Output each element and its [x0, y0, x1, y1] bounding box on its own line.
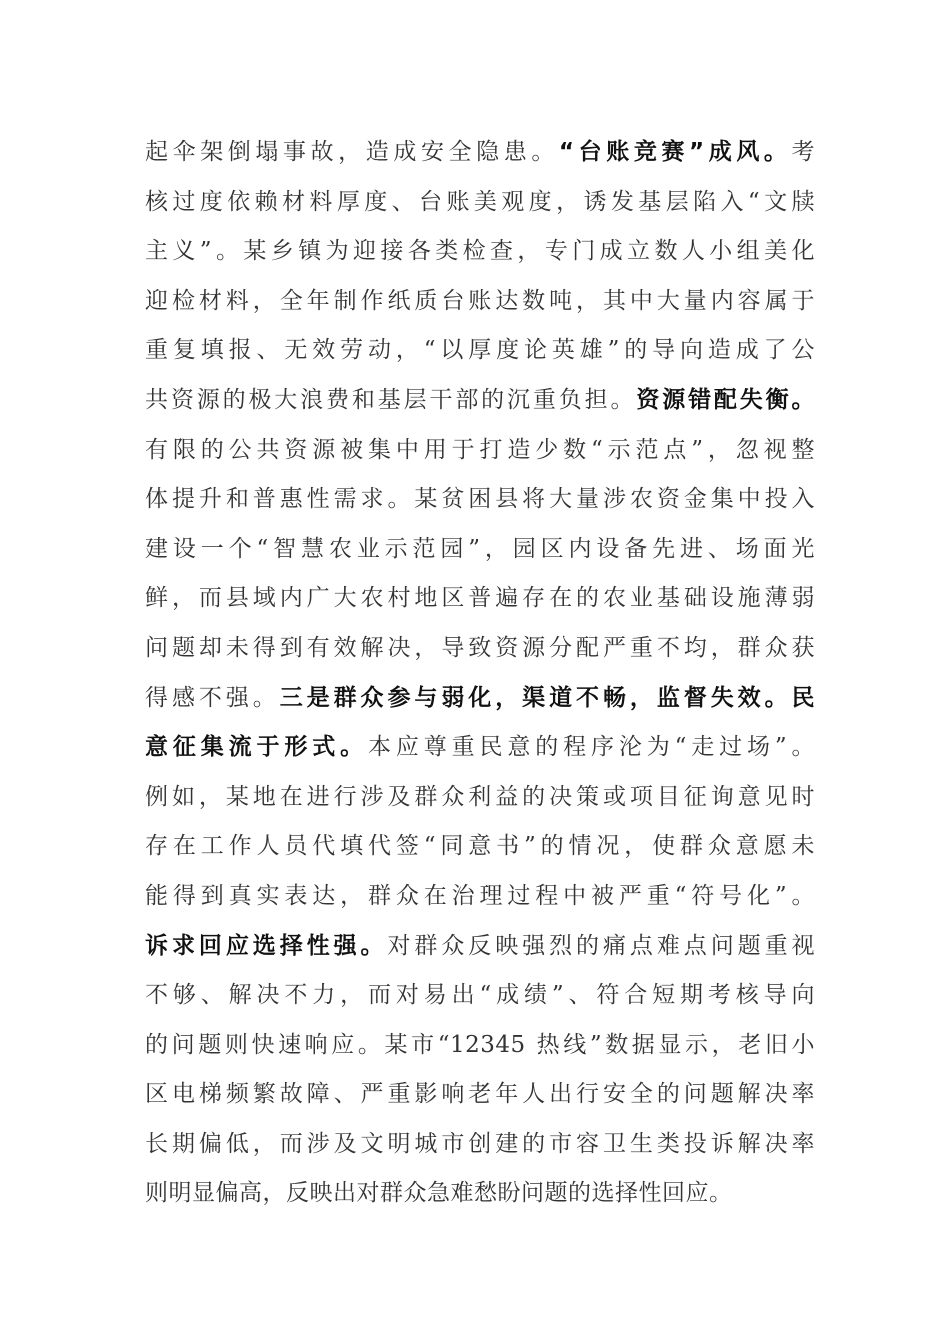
text-span: 本应尊重民意的程序沦为“走过场”。: [368, 734, 815, 761]
text-line: [145, 178, 815, 228]
text-line: [145, 525, 815, 575]
bold-heading: 意征集流于形式。: [145, 734, 368, 761]
text-line: [145, 1169, 815, 1219]
text-span: 能得到真实表达，群众在治理过程中被严重“符号化”。: [145, 882, 815, 909]
text-line: [145, 971, 815, 1021]
text-span: 则明显偏高，反映出对群众急难愁盼问题的选择性回应。: [145, 1180, 733, 1207]
text-span: 得感不强。: [145, 684, 280, 711]
text-span: 共资源的极大浪费和基层干部的沉重负担。: [145, 386, 637, 413]
text-line: [145, 1070, 815, 1120]
text-span: 建设一个“智慧农业示范园”，园区内设备先进、场面光: [145, 535, 815, 562]
text-line: [145, 574, 815, 624]
bold-heading: “台账竞赛”成风。: [558, 139, 792, 165]
text-line: [145, 426, 815, 476]
text-line: [145, 674, 815, 724]
text-line: [145, 773, 815, 823]
text-span: 区电梯频繁故障、严重影响老年人出行安全的问题解决率: [145, 1081, 815, 1108]
text-span: 重复填报、无效劳动，“以厚度论英雄”的导向造成了公: [145, 337, 815, 364]
text-line: [145, 822, 815, 872]
text-span: 不够、解决不力，而对易出“成绩”、符合短期考核导向: [145, 982, 815, 1009]
bold-heading: 三是群众参与弱化，渠道不畅，监督失效。民: [279, 684, 815, 711]
text-line: [145, 922, 815, 972]
text-line: [145, 1120, 815, 1170]
bold-heading: 资源错配失衡。: [636, 386, 816, 413]
text-span: 长期偏低，而涉及文明城市创建的市容卫生类投诉解决率: [145, 1130, 815, 1157]
text-line: [145, 128, 815, 178]
text-span: 迎检材料，全年制作纸质台账达数吨，其中大量内容属于: [145, 287, 815, 314]
text-line: [145, 475, 815, 525]
document-body: [145, 128, 815, 1219]
text-span: 起伞架倒塌事故，造成安全隐患。: [145, 139, 559, 165]
text-line: [145, 277, 815, 327]
text-span: 主义”。某乡镇为迎接各类检查，专门成立数人小组美化: [145, 238, 815, 265]
text-span: 考: [791, 139, 816, 165]
text-span: 体提升和普惠性需求。某贫困县将大量涉农资金集中投入: [145, 486, 815, 513]
text-line: [145, 326, 815, 376]
text-line: [145, 624, 815, 674]
text-line: [145, 872, 815, 922]
bold-heading: 诉求回应选择性强。: [145, 932, 388, 959]
text-line: [145, 376, 815, 426]
text-span: 对群众反映强烈的痛点难点问题重视: [387, 932, 815, 959]
text-span: 有限的公共资源被集中用于打造少数“示范点”，忽视整: [145, 436, 815, 463]
text-span: 核过度依赖材料厚度、台账美观度，诱发基层陷入“文牍: [145, 188, 815, 215]
text-line: [145, 227, 815, 277]
text-span: 存在工作人员代填代签“同意书”的情况，使群众意愿未: [145, 833, 815, 860]
text-span: 的问题则快速响应。某市“12345 热线”数据显示，老旧小: [145, 1031, 815, 1058]
text-span: 鲜，而县域内广大农村地区普遍存在的农业基础设施薄弱: [145, 585, 815, 612]
text-span: 问题却未得到有效解决，导致资源分配严重不均，群众获: [145, 634, 815, 661]
text-line: [145, 1021, 815, 1071]
text-line: [145, 723, 815, 773]
text-span: 例如，某地在进行涉及群众利益的决策或项目征询意见时: [145, 783, 815, 810]
